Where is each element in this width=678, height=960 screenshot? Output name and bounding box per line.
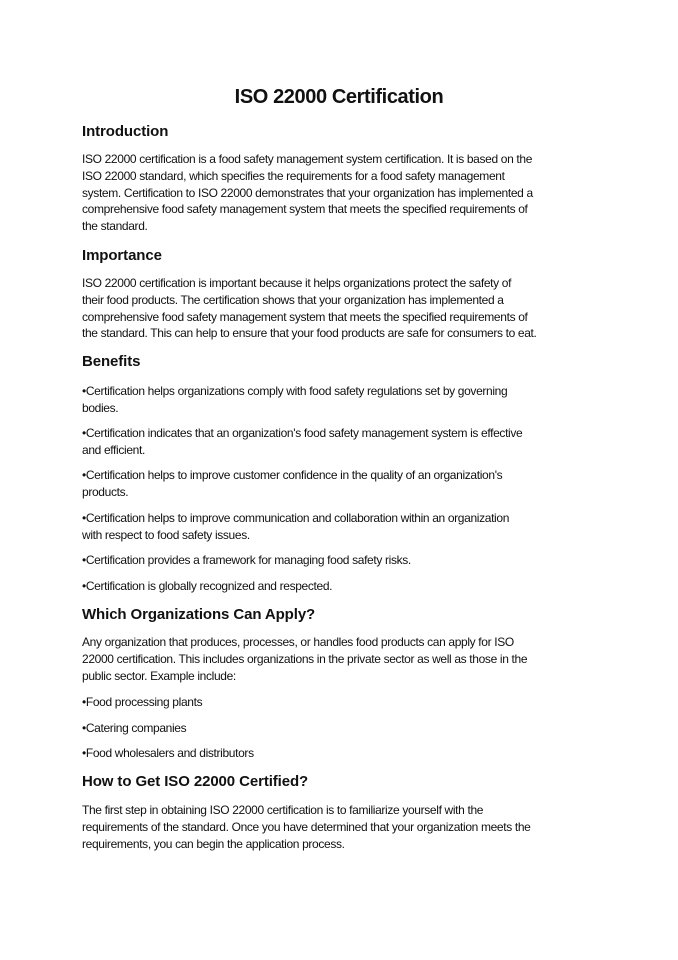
text-line: •Certification indicates that an organization's food safety management system is effective: [82, 426, 523, 440]
text-line: 22000 certification. This includes organizations in the private sector as well as those in the: [82, 651, 528, 666]
importance-paragraph: [82, 275, 622, 342]
text-line: requirements of the standard. Once you have determined that your organization meets the: [82, 819, 531, 834]
intro-paragraph: [82, 151, 622, 235]
text-line: requirements, you can begin the application process.: [82, 836, 345, 851]
text-line: public sector. Example include:: [82, 668, 236, 683]
text-line: •Certification is globally recognized and respected.: [82, 579, 333, 593]
text-line: bodies.: [82, 400, 119, 415]
heading-benefits: Benefits: [82, 353, 141, 370]
text-line: •Food processing plants: [82, 695, 203, 709]
text-line: •Catering companies: [82, 721, 187, 735]
heading-which-organizations: Which Organizations Can Apply?: [82, 606, 316, 623]
text-line: ISO 22000 certification is a food safety management system certification. It is based on the: [82, 152, 533, 166]
text-line: ISO 22000 certification is important because it helps organizations protect the safety of: [82, 276, 512, 290]
benefit-item: [82, 467, 622, 501]
how-paragraph: [82, 802, 622, 852]
text-line: system. Certification to ISO 22000 demonstrates that your organization has implemented a: [82, 185, 533, 200]
benefit-item: [82, 510, 622, 544]
heading-importance: Importance: [82, 247, 162, 264]
text-line: •Certification helps organizations comply with food safety regulations set by governing: [82, 384, 508, 398]
apply-list-item: [82, 720, 622, 737]
text-line: ISO 22000 standard, which specifies the requirements for a food safety management: [82, 168, 505, 183]
text-line: •Certification helps to improve customer confidence in the quality of an organization's: [82, 468, 503, 482]
text-line: •Certification helps to improve communication and collaboration within an organization: [82, 511, 510, 525]
benefit-item: [82, 425, 622, 459]
heading-how-to-get-certified: How to Get ISO 22000 Certified?: [82, 773, 309, 790]
benefit-item: [82, 578, 622, 595]
benefit-item: [82, 552, 622, 569]
text-line: Any organization that produces, processes, or handles food products can apply for ISO: [82, 635, 514, 649]
text-line: with respect to food safety issues.: [82, 527, 250, 542]
text-line: comprehensive food safety management system that meets the specified requirements of: [82, 202, 528, 217]
document-title: ISO 22000 Certification: [234, 86, 444, 108]
apply-list-item: [82, 694, 622, 711]
text-line: and efficient.: [82, 442, 145, 457]
text-line: The first step in obtaining ISO 22000 certification is to familiarize yourself with the: [82, 803, 484, 817]
text-line: •Certification provides a framework for managing food safety risks.: [82, 553, 411, 567]
text-line: the standard.: [82, 219, 148, 234]
text-line: their food products. The certification shows that your organization has implemented a: [82, 292, 504, 307]
text-line: •Food wholesalers and distributors: [82, 746, 254, 760]
apply-paragraph: [82, 634, 622, 684]
text-line: products.: [82, 484, 129, 499]
text-line: the standard. This can help to ensure that your food products are safe for consumers to eat.: [82, 326, 537, 341]
apply-list-item: [82, 745, 622, 762]
heading-introduction: Introduction: [82, 123, 169, 140]
benefit-item: [82, 383, 622, 417]
text-line: comprehensive food safety management system that meets the specified requirements of: [82, 309, 528, 324]
